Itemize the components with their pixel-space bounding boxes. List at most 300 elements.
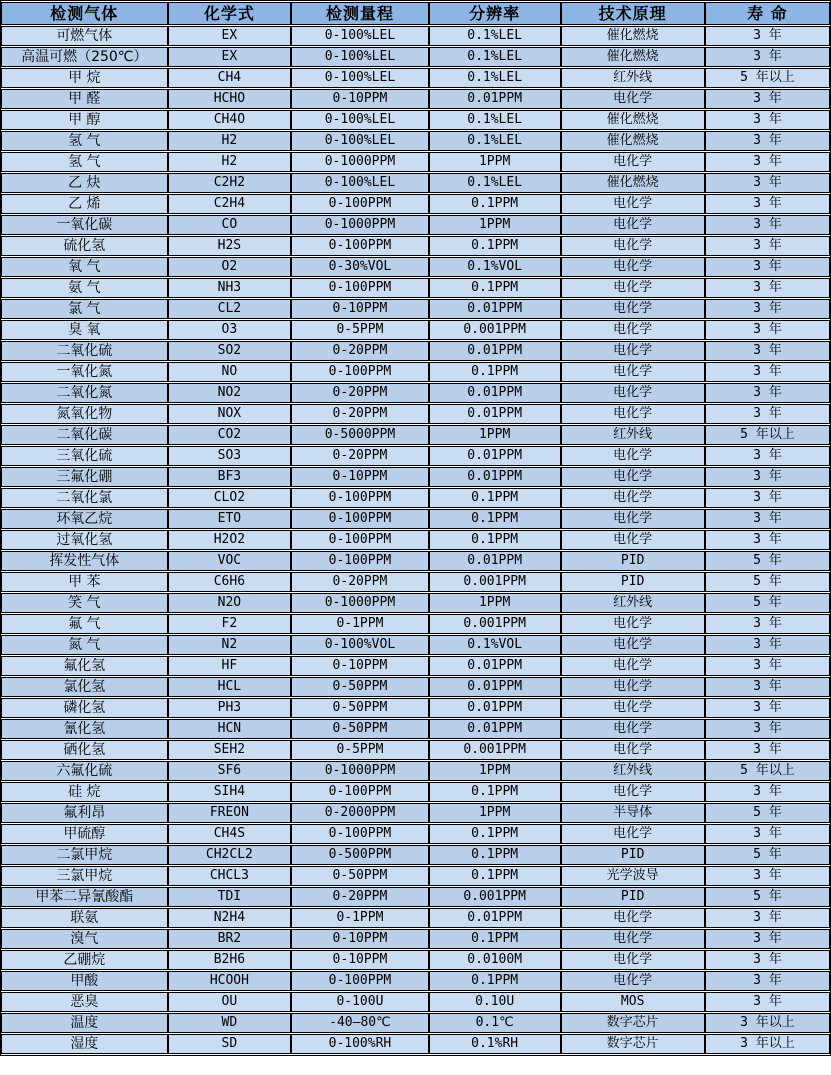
cell-formula: WD [168,1013,292,1033]
cell-principle: 催化燃烧 [561,47,705,67]
cell-lifespan: 3 年 [705,341,830,361]
cell-lifespan: 3 年 [705,656,830,676]
cell-resolution: 0.1%LEL [429,173,561,193]
cell-principle: 电化学 [561,740,705,760]
cell-lifespan: 5 年 [705,551,830,571]
cell-gas-name: 氢 气 [1,131,168,151]
cell-gas-name: 甲 苯 [1,572,168,592]
cell-resolution: 0.01PPM [429,698,561,718]
cell-lifespan: 5 年以上 [705,68,830,88]
cell-formula: NO2 [168,383,292,403]
cell-resolution: 1PPM [429,761,561,781]
cell-formula: N2 [168,635,292,655]
cell-resolution: 0.01PPM [429,677,561,697]
cell-gas-name: 氟利昂 [1,803,168,823]
cell-principle: 电化学 [561,446,705,466]
table-row [1,908,830,928]
cell-gas-name: 高温可燃（250℃） [1,47,168,67]
column-header-lifespan: 寿 命 [705,2,830,25]
column-header-principle: 技术原理 [561,2,705,25]
cell-lifespan: 3 年 [705,299,830,319]
cell-formula: H2 [168,131,292,151]
cell-principle: 电化学 [561,257,705,277]
table-header [1,2,830,25]
table-row [1,488,830,508]
cell-principle: 电化学 [561,152,705,172]
table-row [1,950,830,970]
cell-formula: C2H2 [168,173,292,193]
cell-lifespan: 3 年 [705,152,830,172]
cell-formula: CLO2 [168,488,292,508]
table-row [1,530,830,550]
cell-gas-name: 一氧化氮 [1,362,168,382]
table-row [1,677,830,697]
cell-principle: 数字芯片 [561,1034,705,1054]
cell-principle: 电化学 [561,971,705,991]
cell-gas-name: 氢 气 [1,152,168,172]
cell-principle: 红外线 [561,761,705,781]
cell-gas-name: 甲 醛 [1,89,168,109]
cell-principle: MOS [561,992,705,1012]
cell-range: -40—80℃ [291,1013,429,1033]
table-row [1,845,830,865]
cell-gas-name: 乙 炔 [1,173,168,193]
cell-formula: NH3 [168,278,292,298]
cell-formula: C2H4 [168,194,292,214]
cell-range: 0-10PPM [291,299,429,319]
cell-resolution: 0.1PPM [429,278,561,298]
cell-principle: 电化学 [561,467,705,487]
cell-lifespan: 3 年 [705,236,830,256]
cell-range: 0-1000PPM [291,215,429,235]
cell-formula: VOC [168,551,292,571]
cell-range: 0-10PPM [291,467,429,487]
cell-resolution: 1PPM [429,215,561,235]
cell-formula: HCN [168,719,292,739]
cell-principle: 电化学 [561,89,705,109]
cell-principle: 红外线 [561,68,705,88]
cell-principle: 红外线 [561,593,705,613]
cell-gas-name: 挥发性气体 [1,551,168,571]
cell-range: 0-1000PPM [291,761,429,781]
cell-gas-name: 二氧化硫 [1,341,168,361]
cell-resolution: 0.001PPM [429,614,561,634]
cell-gas-name: 二氧化碳 [1,425,168,445]
cell-range: 0-100%LEL [291,47,429,67]
table-row [1,446,830,466]
table-row [1,719,830,739]
cell-range: 0-100U [291,992,429,1012]
cell-formula: CH4 [168,68,292,88]
cell-gas-name: 二氯甲烷 [1,845,168,865]
cell-formula: SD [168,1034,292,1054]
cell-formula: CHCL3 [168,866,292,886]
cell-resolution: 1PPM [429,803,561,823]
column-header-gas: 检测气体 [1,2,168,25]
cell-resolution: 0.1PPM [429,782,561,802]
cell-resolution: 0.1℃ [429,1013,561,1033]
cell-formula: H2S [168,236,292,256]
table-row [1,236,830,256]
cell-lifespan: 3 年以上 [705,1013,830,1033]
cell-range: 0-100PPM [291,971,429,991]
cell-formula: N2H4 [168,908,292,928]
cell-resolution: 0.01PPM [429,299,561,319]
cell-gas-name: 甲硫醇 [1,824,168,844]
table-row [1,467,830,487]
cell-range: 0-10PPM [291,89,429,109]
table-row [1,509,830,529]
cell-formula: SEH2 [168,740,292,760]
cell-resolution: 0.1%RH [429,1034,561,1054]
cell-range: 0-10PPM [291,950,429,970]
cell-lifespan: 5 年以上 [705,761,830,781]
cell-principle: PID [561,572,705,592]
cell-range: 0-500PPM [291,845,429,865]
table-row [1,341,830,361]
table-row [1,1034,830,1054]
cell-lifespan: 3 年 [705,740,830,760]
cell-formula: SIH4 [168,782,292,802]
cell-lifespan: 3 年 [705,467,830,487]
cell-principle: 催化燃烧 [561,173,705,193]
table-row [1,614,830,634]
cell-gas-name: 二氧化氯 [1,488,168,508]
cell-range: 0-100%LEL [291,110,429,130]
cell-range: 0-100%LEL [291,26,429,46]
cell-lifespan: 3 年 [705,488,830,508]
cell-gas-name: 联氨 [1,908,168,928]
table-row [1,740,830,760]
cell-formula: H2 [168,152,292,172]
cell-formula: O3 [168,320,292,340]
cell-gas-name: 过氧化氢 [1,530,168,550]
cell-range: 0-50PPM [291,719,429,739]
cell-resolution: 1PPM [429,425,561,445]
cell-lifespan: 3 年 [705,992,830,1012]
cell-formula: BR2 [168,929,292,949]
cell-principle: 电化学 [561,299,705,319]
column-header-resolution: 分辨率 [429,2,561,25]
table-row [1,635,830,655]
cell-principle: 电化学 [561,824,705,844]
cell-lifespan: 3 年 [705,530,830,550]
cell-gas-name: 氯 气 [1,299,168,319]
cell-lifespan: 3 年 [705,383,830,403]
cell-formula: TDI [168,887,292,907]
cell-resolution: 0.1%LEL [429,68,561,88]
cell-resolution: 0.1PPM [429,194,561,214]
cell-principle: 电化学 [561,929,705,949]
cell-principle: 电化学 [561,320,705,340]
cell-range: 0-5PPM [291,740,429,760]
cell-resolution: 0.001PPM [429,740,561,760]
cell-formula: CO2 [168,425,292,445]
cell-gas-name: 氮 气 [1,635,168,655]
table-row [1,593,830,613]
cell-gas-name: 恶臭 [1,992,168,1012]
cell-gas-name: 硒化氢 [1,740,168,760]
cell-formula: ETO [168,509,292,529]
table-row [1,89,830,109]
cell-resolution: 0.01PPM [429,467,561,487]
cell-lifespan: 5 年 [705,572,830,592]
cell-range: 0-100%LEL [291,173,429,193]
cell-range: 0-1PPM [291,614,429,634]
table-row [1,824,830,844]
cell-resolution: 0.01PPM [429,383,561,403]
cell-formula: EX [168,47,292,67]
cell-principle: 电化学 [561,677,705,697]
cell-range: 0-20PPM [291,383,429,403]
cell-range: 0-100PPM [291,278,429,298]
cell-principle: PID [561,551,705,571]
cell-range: 0-20PPM [291,341,429,361]
table-row [1,47,830,67]
cell-range: 0-20PPM [291,446,429,466]
cell-resolution: 0.01PPM [429,341,561,361]
column-header-formula: 化学式 [168,2,292,25]
cell-principle: 催化燃烧 [561,110,705,130]
cell-formula: SF6 [168,761,292,781]
cell-range: 0-10PPM [291,929,429,949]
cell-principle: 半导体 [561,803,705,823]
cell-principle: 催化燃烧 [561,26,705,46]
cell-formula: F2 [168,614,292,634]
cell-principle: 电化学 [561,614,705,634]
cell-formula: N2O [168,593,292,613]
table-row [1,782,830,802]
cell-range: 0-100%RH [291,1034,429,1054]
cell-lifespan: 3 年 [705,131,830,151]
cell-range: 0-1PPM [291,908,429,928]
cell-resolution: 0.1PPM [429,236,561,256]
cell-principle: 电化学 [561,698,705,718]
cell-lifespan: 3 年 [705,866,830,886]
cell-resolution: 0.001PPM [429,572,561,592]
cell-gas-name: 乙 烯 [1,194,168,214]
cell-lifespan: 3 年 [705,446,830,466]
table-row [1,803,830,823]
cell-formula: OU [168,992,292,1012]
cell-lifespan: 3 年以上 [705,1034,830,1054]
cell-resolution: 0.001PPM [429,887,561,907]
cell-formula: HCOOH [168,971,292,991]
cell-gas-name: 三氧化硫 [1,446,168,466]
cell-principle: 电化学 [561,236,705,256]
table-row [1,404,830,424]
cell-principle: 电化学 [561,950,705,970]
cell-principle: 催化燃烧 [561,131,705,151]
table-header-row [1,2,830,25]
cell-resolution: 0.01PPM [429,446,561,466]
cell-resolution: 0.10U [429,992,561,1012]
cell-principle: 电化学 [561,362,705,382]
cell-range: 0-1000PPM [291,152,429,172]
cell-resolution: 1PPM [429,152,561,172]
cell-range: 0-100PPM [291,362,429,382]
cell-formula: C6H6 [168,572,292,592]
cell-resolution: 0.1PPM [429,971,561,991]
table-row [1,656,830,676]
cell-resolution: 0.1%LEL [429,131,561,151]
cell-formula: SO3 [168,446,292,466]
cell-formula: O2 [168,257,292,277]
cell-lifespan: 3 年 [705,635,830,655]
cell-gas-name: 一氧化碳 [1,215,168,235]
cell-gas-name: 甲 醇 [1,110,168,130]
cell-gas-name: 环氧乙烷 [1,509,168,529]
cell-lifespan: 3 年 [705,278,830,298]
column-header-range: 检测量程 [291,2,429,25]
table-row [1,26,830,46]
cell-lifespan: 3 年 [705,320,830,340]
cell-gas-name: 甲酸 [1,971,168,991]
table-row [1,152,830,172]
table-row [1,320,830,340]
cell-lifespan: 3 年 [705,110,830,130]
cell-formula: HCL [168,677,292,697]
cell-formula: HF [168,656,292,676]
cell-gas-name: 温度 [1,1013,168,1033]
cell-lifespan: 3 年 [705,908,830,928]
cell-principle: PID [561,887,705,907]
cell-resolution: 0.1%VOL [429,257,561,277]
cell-lifespan: 3 年 [705,509,830,529]
table-row [1,383,830,403]
cell-gas-name: 乙硼烷 [1,950,168,970]
table-row [1,992,830,1012]
table-row [1,131,830,151]
cell-principle: 电化学 [561,656,705,676]
cell-range: 0-20PPM [291,887,429,907]
cell-formula: EX [168,26,292,46]
table-row [1,698,830,718]
table-row [1,257,830,277]
table-row [1,362,830,382]
cell-resolution: 0.1%LEL [429,26,561,46]
cell-formula: HCHO [168,89,292,109]
table-row [1,68,830,88]
table-row [1,173,830,193]
cell-range: 0-100PPM [291,530,429,550]
cell-gas-name: 三氟化硼 [1,467,168,487]
cell-formula: CH4S [168,824,292,844]
cell-gas-name: 溴气 [1,929,168,949]
cell-gas-name: 六氟化硫 [1,761,168,781]
cell-range: 0-100PPM [291,509,429,529]
cell-lifespan: 3 年 [705,173,830,193]
table-row [1,425,830,445]
cell-principle: 光学波导 [561,866,705,886]
cell-lifespan: 3 年 [705,257,830,277]
cell-principle: 红外线 [561,425,705,445]
cell-gas-name: 氟化氢 [1,656,168,676]
cell-resolution: 0.01PPM [429,551,561,571]
cell-resolution: 0.1%LEL [429,47,561,67]
cell-formula: CH2CL2 [168,845,292,865]
cell-gas-name: 氰化氢 [1,719,168,739]
cell-lifespan: 3 年 [705,614,830,634]
cell-principle: 电化学 [561,530,705,550]
cell-lifespan: 3 年 [705,194,830,214]
cell-gas-name: 氮氧化物 [1,404,168,424]
cell-formula: B2H6 [168,950,292,970]
cell-range: 0-100PPM [291,488,429,508]
table-row [1,971,830,991]
cell-range: 0-50PPM [291,698,429,718]
cell-gas-name: 氯化氢 [1,677,168,697]
cell-range: 0-20PPM [291,404,429,424]
cell-lifespan: 5 年 [705,593,830,613]
cell-lifespan: 5 年以上 [705,425,830,445]
cell-principle: PID [561,845,705,865]
cell-principle: 电化学 [561,908,705,928]
cell-range: 0-50PPM [291,866,429,886]
table-row [1,278,830,298]
cell-resolution: 0.1PPM [429,509,561,529]
cell-principle: 电化学 [561,341,705,361]
cell-range: 0-100%LEL [291,68,429,88]
cell-principle: 电化学 [561,782,705,802]
cell-formula: BF3 [168,467,292,487]
cell-gas-name: 甲苯二异氰酸酯 [1,887,168,907]
table-row [1,761,830,781]
table-row [1,299,830,319]
cell-formula: FREON [168,803,292,823]
cell-range: 0-10PPM [291,656,429,676]
cell-range: 0-100PPM [291,194,429,214]
cell-lifespan: 3 年 [705,971,830,991]
cell-formula: H2O2 [168,530,292,550]
cell-range: 0-1000PPM [291,593,429,613]
cell-lifespan: 3 年 [705,362,830,382]
cell-formula: PH3 [168,698,292,718]
cell-resolution: 0.1%LEL [429,110,561,130]
cell-resolution: 0.1PPM [429,824,561,844]
cell-range: 0-30%VOL [291,257,429,277]
cell-range: 0-50PPM [291,677,429,697]
cell-gas-name: 硅 烷 [1,782,168,802]
cell-range: 0-5PPM [291,320,429,340]
cell-gas-name: 磷化氢 [1,698,168,718]
cell-range: 0-5000PPM [291,425,429,445]
cell-lifespan: 3 年 [705,929,830,949]
cell-range: 0-100PPM [291,236,429,256]
table-row [1,551,830,571]
cell-resolution: 0.1PPM [429,488,561,508]
cell-lifespan: 3 年 [705,782,830,802]
cell-lifespan: 3 年 [705,719,830,739]
cell-gas-name: 可燃气体 [1,26,168,46]
cell-principle: 电化学 [561,719,705,739]
cell-range: 0-2000PPM [291,803,429,823]
cell-resolution: 0.1PPM [429,530,561,550]
cell-lifespan: 3 年 [705,824,830,844]
cell-gas-name: 硫化氢 [1,236,168,256]
cell-resolution: 0.1PPM [429,845,561,865]
cell-range: 0-100PPM [291,824,429,844]
table-row [1,194,830,214]
cell-principle: 电化学 [561,509,705,529]
cell-gas-name: 氟 气 [1,614,168,634]
cell-principle: 电化学 [561,488,705,508]
cell-resolution: 0.01PPM [429,656,561,676]
cell-formula: CH4O [168,110,292,130]
cell-lifespan: 3 年 [705,677,830,697]
cell-lifespan: 3 年 [705,404,830,424]
cell-gas-name: 氨 气 [1,278,168,298]
